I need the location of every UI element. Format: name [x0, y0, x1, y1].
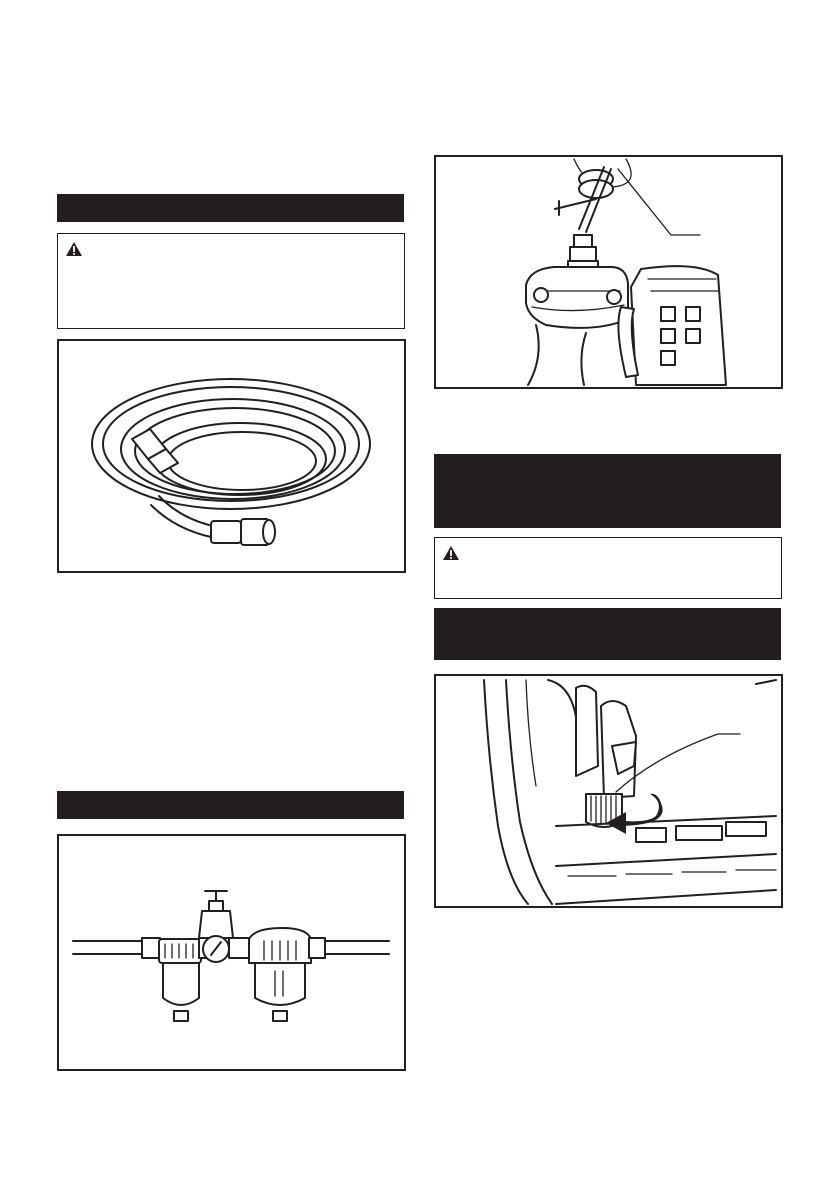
warning-triangle-icon: [65, 241, 83, 257]
section-heading-bar-hose: [57, 194, 404, 222]
filter-regulator-lubricator-figure: [57, 834, 406, 1071]
filter-regulator-lubricator-icon: [59, 836, 404, 1069]
adjuster-dial-icon: [436, 676, 781, 906]
section-heading-bar-adjust: [434, 608, 781, 660]
section-heading-bar-tool-connect: [434, 454, 781, 528]
depth-adjuster-figure: [434, 674, 783, 908]
warning-box-tool: [434, 537, 782, 599]
connect-air-hose-figure: [434, 155, 783, 389]
air-hose-figure: [57, 339, 406, 573]
section-heading-bar-air-filter: [57, 791, 404, 819]
air-hose-icon: [59, 341, 404, 571]
warning-box-hose: [57, 233, 405, 329]
air-coupling-nailer-icon: [436, 157, 781, 387]
warning-triangle-icon: [442, 545, 460, 561]
